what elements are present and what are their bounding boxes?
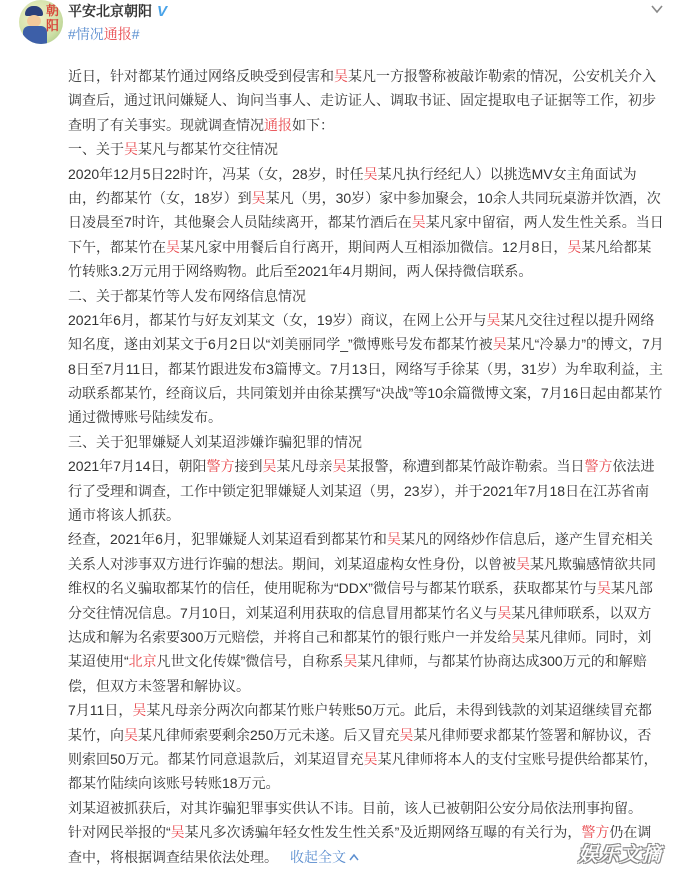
text-segment: 动联系都某竹，经商议后，共同策划并由徐某撰写“决战”等10余篇微博文案，7月16日起由都某竹 — [68, 385, 663, 402]
post-text-line — [68, 698, 664, 722]
text-segment: 某凡“冷暴力”的博文，7月 — [506, 336, 664, 353]
post-text-line — [68, 357, 664, 381]
highlighted-keyword: 警方 — [206, 458, 235, 475]
highlighted-keyword: 吴 — [343, 653, 358, 670]
highlighted-keyword: 吴 — [170, 824, 185, 841]
hashtag-suffix: # — [131, 26, 140, 42]
highlighted-keyword: 吴 — [596, 580, 611, 597]
text-segment: 经查，2021年6月，犯罪嫌疑人刘某迢看到都某竹和 — [68, 531, 387, 548]
highlighted-keyword: 吴 — [492, 336, 507, 353]
text-segment: 竹转账3.2万元用于网络购物。此后至2021年4月期间，两人保持微信联系。 — [68, 263, 533, 280]
post-text-line — [68, 332, 664, 356]
post-text-line — [68, 527, 664, 551]
text-segment: 二、关于都某竹等人发布网络信息情况 — [68, 287, 306, 304]
text-segment: 维权的名义骗取都某竹的信任，使用昵称为“DDX”微信号与都某竹联系，获取都某竹与 — [68, 580, 597, 597]
highlighted-keyword: 北京 — [128, 653, 157, 670]
post-text-line — [68, 820, 664, 844]
highlighted-keyword: 吴 — [124, 726, 138, 743]
post-text-line — [68, 503, 664, 527]
post-text-line — [68, 625, 664, 649]
text-segment: 某凡律师，与都某竹协商达成300万元的和解赔 — [357, 653, 647, 670]
text-segment: 调查后，通过讯问嫌疑人、询问当事人、走访证人、调取书证、固定提取电子证据等工作，初步 — [68, 92, 656, 109]
post-text-line — [68, 259, 664, 283]
text-segment: 通市将该人抓获。 — [68, 507, 180, 524]
post-text-line — [68, 113, 664, 137]
highlighted-keyword: 通报 — [264, 116, 292, 133]
post-text-line — [68, 308, 664, 332]
hashtag-highlight: 通报 — [103, 26, 132, 42]
chevron-down-icon[interactable] — [650, 2, 664, 16]
highlighted-keyword: 吴 — [386, 531, 401, 548]
text-segment: 分交往情况信息。7月10日，刘某迢利用获取的信息冒用都某竹名义与 — [68, 604, 498, 621]
text-segment: 关系人对涉事双方进行诈骗的想法。期间，刘某迢虚构女性身份，以曾被 — [68, 555, 516, 572]
text-segment: 某凡母亲 — [276, 458, 333, 475]
text-segment: 某凡家中留宿，两人发生性关系。当日 — [425, 214, 664, 231]
text-segment: 某凡执行经纪人）以挑选MV女主角面试为 — [377, 165, 637, 182]
highlighted-keyword: 吴 — [486, 311, 501, 328]
author-name[interactable]: 平安北京朝阳 — [68, 3, 152, 19]
text-segment: 某凡家中用餐后自行离开，期间两人互相添加微信。12月8日， — [180, 238, 568, 255]
highlighted-keyword: 吴 — [511, 628, 526, 645]
post-text-line — [68, 723, 664, 747]
text-segment: 都某竹陆续向该账号转账18万元。 — [68, 775, 280, 792]
verified-icon: V — [157, 2, 168, 20]
text-segment: 三、关于犯罪嫌疑人刘某迢涉嫌诈骗犯罪的情况 — [68, 433, 362, 450]
post-text-line — [68, 186, 664, 210]
post-text-line — [68, 235, 664, 259]
highlighted-keyword: 吴 — [411, 214, 426, 231]
highlighted-keyword: 吴 — [166, 238, 180, 255]
post-text-line — [68, 284, 664, 308]
collapse-label: 收起全文 — [290, 848, 346, 865]
author-avatar[interactable] — [19, 0, 63, 44]
text-segment: 近日，针对都某竹通过网络反映受到侵害和 — [68, 68, 334, 84]
author-name-row — [68, 1, 167, 21]
highlighted-keyword: 吴 — [334, 68, 348, 84]
text-segment: 某凡的网络炒作信息后，遂产生冒充相关 — [400, 531, 653, 548]
text-segment: 日凌晨至7时许，其他聚会人员陆续离开，都某竹酒后在 — [68, 214, 412, 231]
text-segment: 则索回50万元。都某竹同意退款后，刘某迢冒充 — [68, 750, 364, 767]
post-text-line — [68, 405, 664, 429]
hashtag-prefix: #情况 — [68, 26, 104, 42]
text-segment: 如下： — [292, 116, 334, 133]
highlighted-keyword: 吴 — [124, 141, 138, 158]
post-text-line — [68, 88, 664, 112]
post-text-line — [68, 430, 664, 454]
highlighted-keyword: 吴 — [497, 604, 512, 621]
text-segment: 接到 — [234, 458, 263, 475]
text-segment: 某凡给都某 — [581, 238, 652, 255]
text-segment: 凡世文化传媒”微信号，自称系 — [156, 653, 344, 670]
text-segment: 针对网民举报的“ — [68, 824, 171, 841]
text-segment: 7月11日， — [68, 702, 133, 719]
text-segment: 依法进 — [612, 458, 655, 475]
text-segment: 某凡律师联系，以双方 — [511, 604, 652, 621]
highlighted-keyword: 吴 — [363, 165, 378, 182]
text-segment: 查中，将根据调查结果依法处理。 — [68, 848, 278, 865]
post-text-line — [68, 771, 664, 795]
text-segment: 知名度，遂由刘某文于6月2日以“刘美丽同学_”微博账号发布都某竹被 — [68, 336, 493, 353]
text-segment: 达成和解为名索要300万元赔偿，并将自己和都某竹的银行账户一并发给 — [68, 628, 512, 645]
text-segment: 某迢使用“ — [68, 653, 129, 670]
highlighted-keyword: 吴 — [132, 702, 147, 719]
post-text-line — [68, 64, 664, 88]
post-body — [68, 64, 664, 869]
post-text-line — [68, 137, 664, 161]
post-text-line — [68, 601, 664, 625]
text-segment: 某凡多次诱骗年轻女性发生性关系”及近期网络互曝的有关行为， — [184, 824, 582, 841]
highlighted-keyword: 吴 — [363, 750, 378, 767]
highlighted-keyword: 吴 — [251, 189, 266, 206]
text-segment: 刘某迢被抓获后，对其诈骗犯罪事实供认不讳。目前，该人已被朝阳公安分局依法刑事拘留。 — [68, 799, 642, 816]
text-segment: 仍在调 — [609, 824, 652, 841]
avatar-body — [23, 26, 47, 44]
text-segment: 某凡部 — [610, 580, 653, 597]
post-text-line — [68, 845, 664, 869]
post-text-line — [68, 454, 664, 478]
chevron-up-icon — [348, 852, 360, 862]
text-segment: 某凡律师要求都某竹签署和解协议，否 — [413, 726, 652, 743]
post-text-line — [68, 210, 664, 234]
text-segment: 某凡欺骗感情欲共同 — [530, 555, 656, 572]
text-segment: 偿，但双方未签署和解协议。 — [68, 677, 250, 694]
post-text-line — [68, 649, 664, 673]
post-text-line — [68, 479, 664, 503]
text-segment: 行了受理和调查，工作中锁定犯罪嫌疑人刘某迢（男，23岁），并于2021年7月18日在江苏省南 — [68, 482, 650, 499]
post-text-line — [68, 552, 664, 576]
highlighted-keyword: 吴 — [567, 238, 582, 255]
hashtag-link[interactable] — [68, 24, 140, 44]
text-segment: 某凡律师将本人的支付宝账号提供给都某竹， — [377, 750, 658, 767]
highlighted-keyword: 警方 — [581, 824, 610, 841]
text-segment: 由，约都某竹（女，18岁）到 — [68, 189, 252, 206]
post-text-line — [68, 162, 664, 186]
text-segment: 查明了有关事实。现就调查情况 — [68, 116, 264, 133]
text-segment: 某报警，称遭到都某竹敲诈勒索。当日 — [346, 458, 585, 475]
post-text-line — [68, 747, 664, 771]
post-text-line — [68, 674, 664, 698]
watermark: 娱乐文摘 — [578, 842, 662, 866]
highlighted-keyword: 吴 — [262, 458, 277, 475]
text-segment: 2021年6月，都某竹与好友刘某文（女，19岁）商议，在网上公开与 — [68, 311, 487, 328]
avatar-logo-text: 朝阳 — [46, 4, 60, 34]
collapse-full-text-link[interactable] — [290, 849, 360, 865]
post-text-line — [68, 796, 664, 820]
text-segment: 某凡交往过程以提升网络 — [500, 311, 655, 328]
text-segment: 某凡母亲分两次向都某竹账户转账50万元。此后，未得到钱款的刘某迢继续冒充都 — [146, 702, 652, 719]
text-segment: 某竹，向 — [68, 726, 124, 743]
highlighted-keyword: 吴 — [516, 555, 530, 572]
text-segment: 某凡（男，30岁）家中参加聚会，10余人共同玩桌游并饮酒，次 — [265, 189, 661, 206]
text-segment: 某凡一方报警称被敲诈勒索的情况，公安机关介入 — [348, 68, 656, 84]
text-segment: 2020年12月5日22时许，冯某（女，28岁，时任 — [68, 165, 364, 182]
text-segment: 某凡律师索要剩余250万元未遂。后又冒充 — [138, 726, 400, 743]
text-segment: 一、关于 — [68, 141, 124, 158]
post-text-line — [68, 381, 664, 405]
text-segment: 下午，都某竹在 — [68, 238, 166, 255]
highlighted-keyword: 吴 — [332, 458, 347, 475]
text-segment: 通过微博账号陆续发布。 — [68, 409, 222, 426]
post-text-line — [68, 576, 664, 600]
highlighted-keyword: 警方 — [584, 458, 613, 475]
text-segment: 2021年7月14日，朝阳 — [68, 458, 207, 475]
text-segment: 8日至7月11日，都某竹跟进发布3篇博文。7月13日，网络写手徐某（男，31岁）为牟取利益，主 — [68, 360, 663, 377]
highlighted-keyword: 吴 — [399, 726, 414, 743]
text-segment: 某凡与都某竹交往情况 — [138, 141, 278, 158]
text-segment: 某凡律师。同时，刘 — [525, 628, 652, 645]
